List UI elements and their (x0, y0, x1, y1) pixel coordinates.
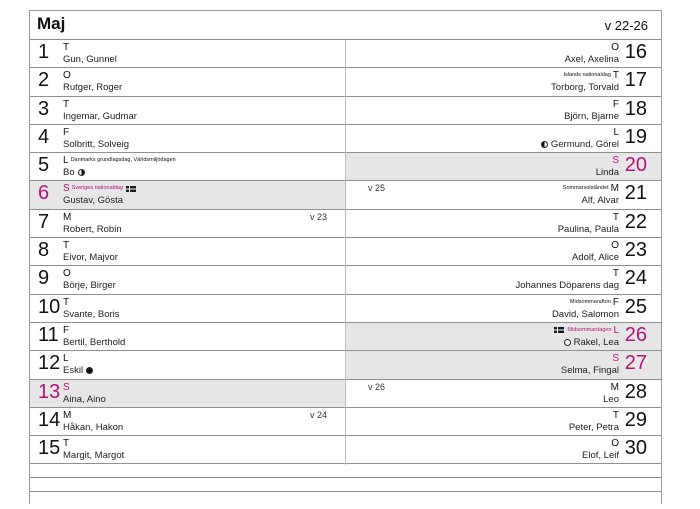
name-day: Rutger, Roger (63, 82, 123, 94)
weekday-letter: O (611, 438, 619, 450)
name-day: Gustav, Gösta (63, 195, 124, 207)
month-title: Maj (37, 14, 66, 33)
day-number: 18 (624, 97, 647, 120)
day-number: 2 (38, 69, 50, 92)
name-day: Linda (595, 167, 619, 179)
day-row (346, 181, 661, 209)
weekday-letter: T (63, 296, 70, 308)
name-day-with-moon (63, 167, 88, 178)
day-number: 15 (38, 437, 61, 460)
day-number: 25 (624, 295, 647, 318)
name-day: Johannes Döparens dag (515, 280, 619, 292)
weekday-letter: T (612, 268, 619, 280)
day-number: 8 (38, 239, 50, 262)
name-day: Paulina, Paula (557, 223, 619, 235)
day-row-sunday (30, 181, 345, 209)
weekday-letter: S (612, 155, 619, 167)
day-number: 21 (624, 182, 647, 205)
week-number: v 23 (310, 211, 328, 222)
name-day: Eskil (63, 365, 84, 377)
day-row (30, 40, 345, 68)
blank-note-line (30, 491, 661, 492)
day-row (346, 125, 661, 153)
weekday-letter: M (63, 211, 72, 223)
name-day: Leo (603, 393, 619, 405)
weekday-letter-with-holiday (563, 183, 619, 194)
day-number: 5 (38, 154, 50, 177)
holiday-label: Islands nationaldag (563, 72, 611, 79)
calendar-header (30, 11, 661, 40)
day-number: 27 (624, 352, 647, 375)
name-day: Gun, Gunnel (63, 54, 117, 65)
day-row (30, 68, 345, 96)
day-number: 9 (38, 267, 50, 290)
weekday-letter: S (612, 353, 619, 365)
right-column (346, 40, 661, 464)
weekday-letter: T (612, 409, 619, 421)
week-number: v 26 (368, 381, 386, 392)
name-day: Rakel, Lea (573, 336, 619, 348)
name-day: Eivor, Majvor (63, 252, 118, 264)
name-day: Bo (63, 167, 75, 179)
weekday-letter: S (63, 381, 70, 393)
weekday-letter: M (63, 409, 72, 421)
day-number: 14 (38, 408, 61, 431)
day-number: 7 (38, 210, 50, 233)
day-row (30, 295, 345, 323)
weekday-letter: T (63, 240, 70, 252)
day-number: 20 (624, 154, 647, 177)
weekday-letter: L (63, 353, 69, 365)
day-number: 1 (38, 41, 50, 63)
swedish-flag-icon (126, 186, 136, 192)
day-row (346, 436, 661, 464)
day-number: 11 (38, 323, 59, 346)
name-day: Torborg, Torvald (551, 82, 619, 94)
week-number: v 25 (368, 183, 386, 194)
weekday-letter: T (63, 438, 70, 450)
weekday-letter: M (610, 381, 619, 393)
weekday-letter: O (611, 240, 619, 252)
weekday-letter: F (63, 126, 70, 138)
full-moon-icon (564, 339, 571, 346)
calendar-page (29, 10, 662, 504)
day-number: 29 (624, 408, 647, 431)
name-day: Björn, Bjarne (564, 110, 619, 122)
day-row-sunday (346, 153, 661, 181)
day-number: 23 (624, 239, 647, 262)
weekday-letter: F (612, 296, 619, 308)
name-day-with-moon (538, 139, 619, 150)
weekday-letter-with-holiday (63, 155, 176, 166)
day-number: 13 (38, 380, 61, 403)
weekday-letter: T (63, 42, 70, 53)
weekday-letter: T (63, 98, 70, 110)
day-row (30, 351, 345, 379)
name-day: Axel, Axelina (564, 54, 619, 65)
holiday-label: Danmarks grundlagsdag, Världsmiljödagen (70, 157, 176, 164)
day-number: 6 (38, 182, 50, 205)
day-row (346, 210, 661, 238)
day-row-holiday (346, 323, 661, 351)
day-row (346, 266, 661, 294)
name-day: Adolf, Alice (572, 252, 619, 264)
day-number: 16 (624, 41, 647, 63)
day-row (346, 408, 661, 436)
day-row (346, 295, 661, 323)
weekday-letter: O (63, 70, 71, 82)
weekday-letter: T (612, 70, 619, 82)
name-day-with-moon (63, 365, 96, 376)
day-number: 30 (624, 437, 647, 460)
name-day: David, Salomon (551, 308, 619, 320)
day-row-sunday (30, 380, 345, 408)
weekday-letter: L (613, 126, 619, 138)
left-column (30, 40, 345, 464)
name-day-with-moon (561, 337, 619, 348)
day-row (30, 125, 345, 153)
name-day: Svante, Boris (63, 308, 120, 320)
moon-first-quarter-icon (78, 169, 85, 176)
day-number: 3 (38, 97, 50, 120)
name-day: Selma, Fingal (560, 365, 619, 377)
name-day: Aina, Aino (63, 393, 106, 405)
day-number: 12 (38, 352, 61, 375)
day-number: 19 (624, 125, 647, 148)
day-row (30, 408, 345, 436)
weekday-letter-with-holiday (570, 297, 619, 308)
name-day: Alf, Alvar (581, 195, 619, 207)
day-number: 22 (624, 210, 647, 233)
day-row (346, 68, 661, 96)
moon-last-quarter-icon (541, 141, 548, 148)
day-row (346, 40, 661, 68)
weekday-letter-with-holiday (63, 183, 139, 194)
name-day: Peter, Petra (568, 421, 619, 433)
day-row (30, 436, 345, 464)
day-row (30, 266, 345, 294)
name-day: Margit, Margot (63, 450, 125, 462)
weekday-letter: F (63, 324, 70, 336)
weekday-letter: T (612, 211, 619, 223)
weekday-letter: S (63, 183, 70, 195)
day-number: 4 (38, 125, 50, 148)
day-row (346, 380, 661, 408)
day-number: 28 (624, 380, 647, 403)
weekday-letter: O (611, 42, 619, 53)
weekday-letter: O (63, 268, 71, 280)
day-number: 17 (624, 69, 647, 92)
day-number: 10 (38, 295, 61, 318)
name-day: Elof, Leif (582, 450, 619, 462)
name-day: Germund, Görel (550, 138, 619, 150)
holiday-label: Midsommarafton (569, 298, 611, 305)
day-row-sunday (346, 351, 661, 379)
day-row (30, 323, 345, 351)
week-range: v 22-26 (604, 18, 648, 33)
day-row (30, 97, 345, 125)
name-day: Solbritt, Solveig (63, 138, 130, 150)
holiday-label: Sveriges nationaldag (71, 185, 124, 192)
holiday-label: Sommarsolståndet (562, 185, 609, 192)
swedish-flag-icon (554, 327, 564, 333)
day-row (346, 97, 661, 125)
name-day: Bertil, Berthold (63, 336, 126, 348)
weekday-letter: F (612, 98, 619, 110)
weekday-letter-with-holiday (551, 325, 619, 336)
weekday-letter: L (63, 155, 69, 167)
name-day: Ingemar, Gudmar (63, 110, 137, 122)
name-day: Robert, Robin (63, 223, 122, 235)
day-number: 26 (624, 323, 647, 346)
blank-note-line (30, 477, 661, 478)
week-number: v 24 (310, 409, 328, 420)
day-row (30, 153, 345, 181)
day-row (30, 238, 345, 266)
name-day: Börje, Birger (63, 280, 116, 292)
day-row (30, 210, 345, 238)
new-moon-icon (86, 367, 93, 374)
weekday-letter: L (613, 325, 619, 337)
holiday-label: Midsommardagen (567, 326, 612, 333)
day-number: 24 (624, 267, 647, 290)
name-day: Håkan, Hakon (63, 421, 124, 433)
day-row (346, 238, 661, 266)
weekday-letter: M (610, 183, 619, 195)
weekday-letter-with-holiday (563, 70, 619, 81)
